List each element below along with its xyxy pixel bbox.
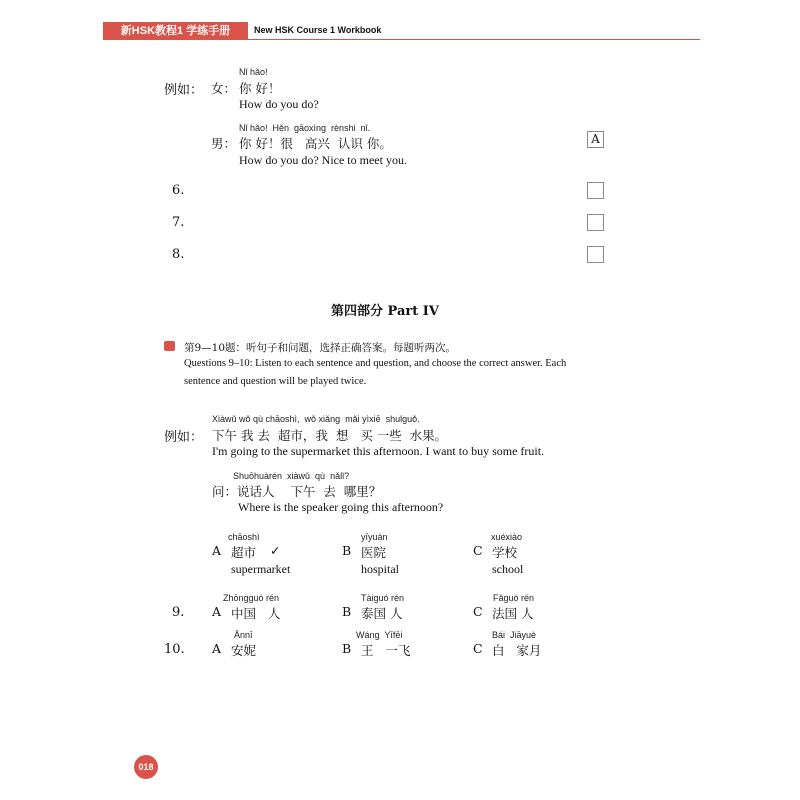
q9-option-c-letter[interactable]: C [473, 604, 483, 619]
example-label: 例如： [164, 83, 204, 98]
q10-option-a-pinyin: Ānnī [234, 630, 253, 640]
example2-question-cn: 问：说话人 下午 去 哪里？ [212, 484, 382, 499]
q9-option-a-cn[interactable]: 中国 人 [231, 606, 281, 621]
q9-option-b-pinyin: Tàiguó rén [361, 593, 405, 603]
example2-sentence-pinyin: Xiàwǔ wǒ qù chāoshì, wǒ xiǎng mǎi yìxiē shuǐguǒ. [212, 414, 420, 424]
instruction-cn: 第9—10题：听句子和问题，选择正确答案。每题听两次。 [184, 342, 457, 354]
example2-option-b-cn: 医院 [361, 545, 387, 560]
question-6-number: 6. [172, 183, 185, 198]
example2-sentence-en: I'm going to the supermarket this afternoon. I want to buy some fruit. [212, 444, 545, 458]
example2-question-pinyin: Shuōhuàrén xiàwǔ qù nǎlǐ? [233, 471, 350, 481]
example2-option-c-en: school [492, 562, 524, 576]
example2-option-b-letter: B [342, 543, 352, 558]
q9-option-c-pinyin: Fǎguó rén [493, 593, 535, 603]
question-7-number: 7. [172, 215, 185, 230]
instruction-bullet-icon [164, 341, 175, 351]
q9-option-c-cn[interactable]: 法国 人 [492, 606, 534, 621]
example-line2-text: 你 好！很 高兴 认识 你。 [239, 136, 392, 151]
header-cn-title: 新HSK教程1 学练手册 [120, 25, 231, 37]
example-line1-pinyin: Nǐ hǎo! [239, 67, 268, 77]
example-line2-speaker: 男： [211, 136, 237, 151]
example2-option-a-pinyin: chāoshì [228, 532, 260, 542]
example2-option-c-letter: C [473, 543, 483, 558]
q10-option-c-letter[interactable]: C [473, 641, 483, 656]
example-line1-speaker: 女： [211, 81, 237, 96]
instruction-en-line2: sentence and question will be played twice. [184, 376, 367, 387]
example2-option-a-letter: A [212, 543, 222, 558]
example2-option-c-cn: 学校 [492, 545, 518, 560]
header-rule [248, 39, 700, 40]
q9-option-b-cn[interactable]: 泰国 人 [361, 606, 403, 621]
q10-option-b-pinyin: Wáng Yīfēi [356, 630, 403, 640]
example2-question-en: Where is the speaker going this afternoon? [238, 500, 444, 514]
section-title: 第四部分 Part IV [331, 304, 439, 319]
example-line1-text: 你 好！ [239, 81, 281, 96]
question-7-answer-box[interactable] [587, 214, 604, 231]
check-mark-icon: ✓ [270, 544, 281, 558]
question-8-answer-box[interactable] [587, 246, 604, 263]
example2-option-a-cn: 超市 [231, 545, 257, 560]
example2-label: 例如： [164, 430, 204, 445]
header-en-title: New HSK Course 1 Workbook [254, 25, 382, 35]
example-line2-translation: How do you do? Nice to meet you. [239, 153, 407, 167]
example-answer-box: A [587, 131, 604, 148]
question-6-answer-box[interactable] [587, 182, 604, 199]
example2-option-b-pinyin: yīyuàn [361, 532, 388, 542]
instruction-en-line1: Questions 9–10: Listen to each sentence and question, and choose the correct answer. Each [184, 358, 567, 369]
page-number-badge: 018 [134, 755, 158, 779]
q10-option-a-cn[interactable]: 安妮 [231, 643, 257, 658]
question-10-number: 10. [164, 642, 185, 657]
example2-option-a-en: supermarket [231, 562, 291, 576]
q9-option-a-pinyin: Zhōngguó rén [223, 593, 280, 603]
q9-option-b-letter[interactable]: B [342, 604, 352, 619]
q9-option-a-letter[interactable]: A [212, 604, 222, 619]
q10-option-a-letter[interactable]: A [212, 641, 222, 656]
example-line1-translation: How do you do? [239, 97, 319, 111]
q10-option-c-cn[interactable]: 白 家月 [492, 643, 542, 658]
q10-option-c-pinyin: Bái Jiāyuè [492, 630, 537, 640]
example2-option-c-pinyin: xuéxiào [491, 532, 523, 542]
q10-option-b-letter[interactable]: B [342, 641, 352, 656]
example2-option-b-en: hospital [361, 562, 399, 576]
question-8-number: 8. [172, 247, 185, 262]
example-line2-pinyin: Nǐ hǎo! Hěn gāoxìng rènshi nǐ. [239, 123, 371, 133]
question-9-number: 9. [172, 605, 185, 620]
q10-option-b-cn[interactable]: 王 一飞 [361, 643, 411, 658]
example2-sentence-cn: 下午 我 去 超市，我 想 买 一些 水果。 [212, 428, 448, 443]
